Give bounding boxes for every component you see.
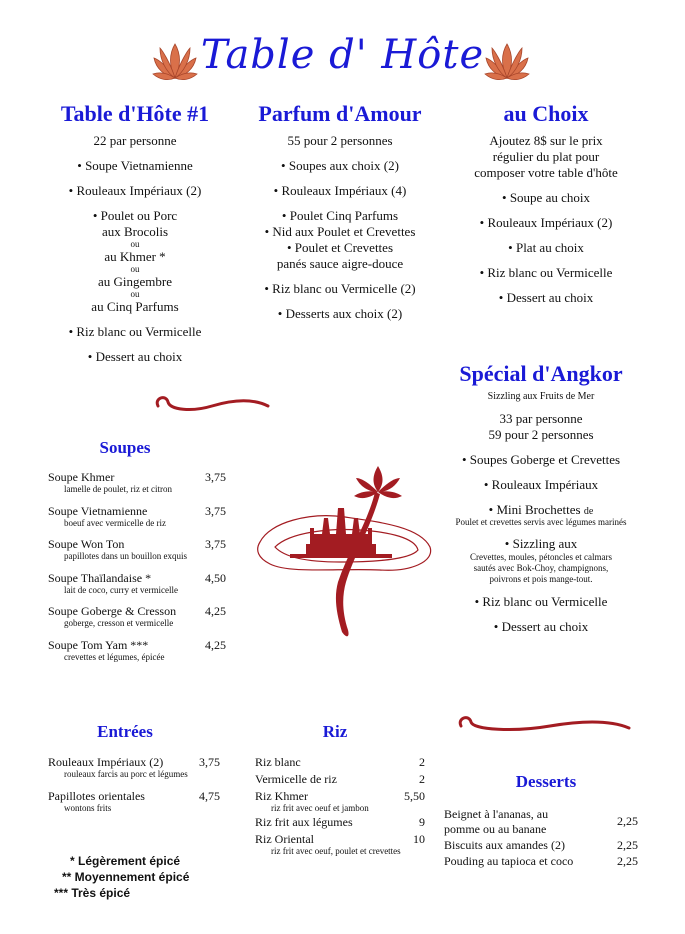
or-separator: ou	[130, 264, 140, 274]
menu-item: • Poulet ou Porc	[92, 208, 178, 223]
menu-subtitle: Sizzling aux Fruits de Mer	[487, 391, 595, 402]
item-desc: wontons frits	[64, 803, 112, 813]
item-price: 5,50	[404, 789, 425, 803]
menu-item: • Rouleaux Impériaux (2)	[479, 215, 613, 230]
menu-price: 22 par personne	[93, 133, 177, 148]
item-name: Soupe Goberge & Cresson	[48, 604, 177, 618]
item-name: Soupe Thaïlandaise *	[48, 570, 152, 585]
menu-heading: au Choix	[503, 101, 589, 126]
item-name: Pouding au tapioca et coco	[444, 854, 574, 868]
item-desc: papillotes dans un bouillon exquis	[64, 551, 187, 561]
menu-parfum-damour	[240, 101, 440, 322]
item-price: 2	[419, 772, 425, 786]
item-desc: lait de coco, curry et vermicelle	[64, 584, 178, 595]
menu-item: au Gingembre	[97, 274, 172, 289]
menu-item: • Riz blanc ou Vermicelle	[474, 594, 608, 609]
menu-item: • Riz blanc ou Vermicelle (2)	[264, 281, 416, 296]
menu-item: • Desserts aux choix (2)	[277, 306, 403, 321]
section-heading-soupes: Soupes	[99, 438, 151, 457]
swash-divider	[152, 392, 272, 418]
menu-heading: Spécial d'Angkor	[459, 361, 623, 386]
item-name: Riz Oriental	[255, 832, 314, 846]
menu-item: • Nid aux Poulet et Crevettes	[264, 224, 416, 239]
item-price: 4,75	[199, 789, 220, 803]
item-name: Biscuits aux amandes (2)	[444, 838, 565, 852]
item-desc: boeuf avec vermicelle de riz	[64, 517, 166, 528]
menu-item: au Khmer *	[104, 249, 166, 264]
lotus-flower-icon	[482, 38, 532, 88]
item-price: 2,25	[617, 838, 638, 852]
menu-item: • Dessert au choix	[493, 619, 589, 634]
item-desc: lamelle de poulet, riz et citron	[64, 484, 172, 494]
menu-price: 55 pour 2 personnes	[287, 133, 393, 148]
menu-au-choix	[446, 101, 646, 306]
item-price: 4,50	[205, 570, 226, 585]
menu-item: • Rouleaux Impériaux	[483, 477, 599, 492]
item-name: Riz frit aux légumes	[255, 815, 353, 829]
menu-item: • Soupes aux choix (2)	[281, 158, 399, 173]
item-price: 4,25	[205, 604, 226, 618]
item-name: Riz Khmer	[255, 789, 308, 803]
section-heading-desserts: Desserts	[515, 772, 577, 791]
item-price: 3,75	[205, 503, 226, 518]
menu-item-desc: sautés avec Bok-Choy, champignons,	[473, 563, 609, 573]
legend-hot: *** Très épicé	[54, 886, 131, 900]
item-desc: crevettes et légumes, épicée	[64, 651, 165, 662]
menu-item-suffix: de	[583, 506, 594, 517]
item-desc: riz frit avec oeuf et jambon	[271, 803, 369, 813]
item-price: 3,75	[199, 755, 220, 769]
or-separator: ou	[130, 239, 140, 249]
item-name: Soupe Tom Yam ***	[48, 637, 149, 652]
menu-heading: Parfum d'Amour	[258, 101, 422, 126]
item-price: 2	[419, 755, 425, 769]
item-price: 9	[419, 815, 425, 829]
menu-item: • Soupe au choix	[502, 190, 590, 205]
menu-item-desc: poivrons et pois mange-tout.	[489, 574, 593, 584]
menu-item: • Sizzling aux	[504, 536, 578, 551]
menu-intro: Ajoutez 8$ sur le prix	[489, 133, 603, 148]
swash-divider	[455, 712, 635, 740]
menu-table-dhote-1	[35, 101, 235, 365]
menu-item: • Dessert au choix	[498, 290, 594, 305]
item-name: Beignet à l'ananas, au	[444, 807, 549, 821]
menu-item: aux Brocolis	[101, 224, 169, 239]
item-price: 10	[413, 832, 425, 846]
item-price: 2,25	[617, 854, 638, 868]
item-price: 3,75	[205, 537, 226, 551]
menu-intro: composer votre table d'hôte	[474, 165, 618, 180]
item-price: 3,75	[205, 470, 226, 484]
item-desc: rouleaux farcis au porc et légumes	[64, 769, 188, 779]
legend-medium: ** Moyennement épicé	[62, 870, 190, 884]
item-desc: riz frit avec oeuf, poulet et crevettes	[271, 846, 401, 856]
item-name: Soupe Vietnamienne	[48, 503, 148, 518]
menu-item: • Poulet et Crevettes	[287, 240, 393, 255]
menu-price: 59 pour 2 personnes	[488, 427, 594, 442]
item-price: 2,25	[617, 814, 638, 828]
menu-price: 33 par personne	[499, 411, 583, 426]
menu-item: • Poulet Cinq Parfums	[281, 208, 399, 223]
or-separator: ou	[130, 289, 140, 299]
menu-item: au Cinq Parfums	[91, 299, 179, 314]
menu-item: • Rouleaux Impériaux (4)	[273, 183, 407, 198]
menu-item: • Riz blanc ou Vermicelle	[479, 265, 613, 280]
item-name: Soupe Khmer	[48, 470, 115, 484]
item-name: Rouleaux Impériaux (2)	[48, 755, 164, 769]
menu-item-desc: Poulet et crevettes servis avec légumes marinés	[455, 517, 627, 527]
menu-item: • Plat au choix	[508, 240, 584, 255]
section-heading-riz: Riz	[322, 722, 348, 741]
menu-item: panés sauce aigre-douce	[276, 256, 404, 271]
section-heading-entrees: Entrées	[97, 722, 153, 741]
menu-intro: régulier du plat pour	[492, 149, 600, 164]
menu-item: • Soupe Vietnamienne	[77, 158, 193, 173]
menu-item: • Dessert au choix	[87, 349, 183, 364]
menu-item: • Riz blanc ou Vermicelle	[68, 324, 202, 339]
item-name: Soupe Won Ton	[48, 537, 125, 551]
spice-legend	[54, 853, 189, 901]
page-title: Table d' Hôte	[200, 32, 485, 78]
menu-item-label: • Mini Brochettes	[488, 502, 581, 517]
item-name: Vermicelle de riz	[255, 772, 337, 786]
menu-item	[436, 502, 646, 518]
angkor-temple-illustration	[250, 462, 440, 647]
menu-special-angkor	[436, 361, 646, 635]
item-name: Riz blanc	[255, 755, 301, 769]
menu-item: • Soupes Goberge et Crevettes	[461, 452, 621, 467]
item-name: Papillotes orientales	[48, 789, 145, 803]
menu-item-desc: Crevettes, moules, pétoncles et calmars	[470, 552, 612, 562]
menu-heading: Table d'Hôte #1	[60, 101, 210, 126]
menu-item: • Rouleaux Impériaux (2)	[68, 183, 202, 198]
legend-mild: * Légèrement épicé	[70, 854, 181, 868]
item-name: pomme ou au banane	[444, 822, 547, 836]
item-desc: goberge, cresson et vermicelle	[64, 618, 174, 628]
item-price: 4,25	[205, 637, 226, 652]
